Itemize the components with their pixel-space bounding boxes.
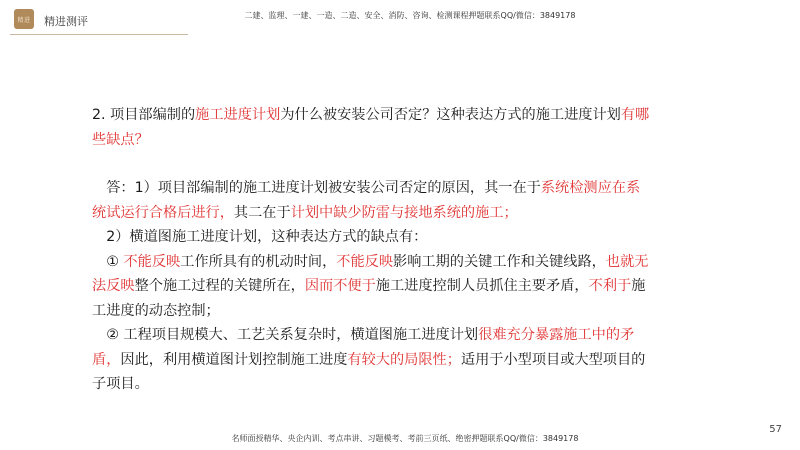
answer1-text-2: 其二在于 [233,204,291,221]
answer-item-2 [92,323,652,397]
item1-highlight-5: 不利于 [588,278,632,294]
answer-part-1 [92,176,652,225]
item1-highlight-3: 也就无法反映 [92,253,649,294]
item2-highlight-2: 有较大的局限性； [347,351,461,368]
question-prefix: 2. 项目部编制的 [92,107,196,123]
item1-highlight-2: 不能反映 [336,253,394,270]
item2-text-3: 适用于小型项目或大型项目的子项目。 [92,351,646,392]
logo-text: 精进 [17,16,31,24]
question-highlight-1: 施工进度计划 [195,107,281,123]
item2-highlight-1: 很难充分暴露施工中的矛盾， [92,327,635,368]
answer2-heading: 2）横道图施工进度计划，这种表达方式的缺点有： [106,229,428,245]
header [0,0,800,40]
item1-number: ① [106,253,124,270]
item1-text-3: 整个施工过程的关键所在， [134,278,305,294]
answer1-highlight-1: 系统检测应在系统试运行合格后进行， [92,180,641,221]
question-text [92,103,652,152]
header-divider [10,34,188,35]
item1-text-4: 施工进度控制人员抓住主要矛盾， [375,278,589,294]
top-contact-note: 二建、监理、一建、一造、二造、安全、消防、咨询、检测课程押题联系QQ/微信：3849178 [244,11,576,20]
item1-text-2: 影响工期的关键工作和关键线路， [393,253,606,270]
slide-content [92,103,652,397]
answer-item-1 [92,250,652,324]
footer-contact-note: 名师面授精华、央企内训、考点串讲、习题模考、考前三页纸、绝密押题联系QQ/微信：3849178 [231,434,579,443]
item1-text-1: 工作所具有的机动时间， [180,253,337,270]
answer1-highlight-2: 计划中缺少防雷与接地系统的施工； [290,204,518,221]
brand-name: 精进测评 [44,15,88,28]
item1-highlight-4: 因而不便于 [304,278,376,294]
item2-text-1: ② 工程项目规模大、工艺关系复杂时，横道图施工进度计划 [106,327,479,343]
question-middle: 为什么被安装公司否定？这种表达方式的施工进度计划 [280,107,621,123]
item1-text-5: 施工进度的动态控制； [92,278,646,319]
spacer [92,152,652,176]
item1-highlight-1: 不能反映 [123,253,181,270]
answer1-text-1: 答：1）项目部编制的施工进度计划被安装公司否定的原因，其一在于 [106,180,541,196]
question-highlight-2: 有哪些缺点？ [92,107,650,148]
page-number: 57 [769,424,782,435]
item2-text-2: 因此，利用横道图计划控制施工进度 [120,351,348,368]
brand-logo [14,9,34,29]
answer-part-2-heading [92,225,652,250]
